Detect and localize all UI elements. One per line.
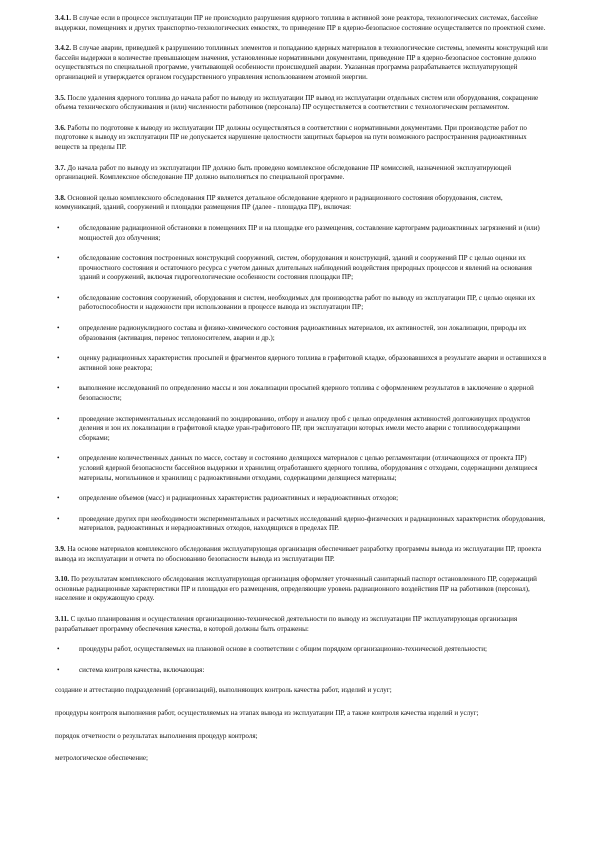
list-item — [55, 454, 549, 483]
paragraph-3-4-1 — [55, 14, 549, 33]
bullet-icon: • — [57, 454, 60, 463]
paragraph-3-9 — [55, 545, 549, 564]
list-item-text: обследование состояния построенных конструкций сооружений, систем, оборудования и конструкций, зданий и сооружений ПР с целью оценки их прочностного состояния и остаточного ресурса с учетом данных длительных наблюдений воздействия природных процессов и явлений на основания зданий и сооружений, включая гидрогеологические особенности состояния площадки ПР; — [79, 254, 532, 282]
list-item — [55, 645, 549, 655]
paragraph-number: 3.8. — [55, 193, 66, 202]
bullet-icon: • — [57, 293, 60, 302]
list-item — [55, 224, 549, 243]
bullet-icon: • — [57, 514, 60, 523]
list-item — [55, 254, 549, 283]
paragraph-3-11 — [55, 615, 549, 634]
list-item-text: обследование состояния сооружений, оборудования и систем, необходимых для производства работ по выводу из эксплуатации ПР, с целью оценки их работоспособности и надежности при использовании в процессе вывода из эксплуатации ПР; — [79, 293, 536, 312]
list-item — [55, 324, 549, 343]
list-item-text: система контроля качества, включающая: — [79, 665, 205, 674]
bullet-icon: • — [57, 354, 60, 363]
paragraph-3-8 — [55, 194, 549, 213]
bullet-icon: • — [57, 414, 60, 423]
bullet-icon: • — [57, 494, 60, 503]
list-item — [55, 294, 549, 313]
list-item — [55, 384, 549, 403]
paragraph-number: 3.6. — [55, 123, 66, 132]
paragraph-number: 3.4.2. — [55, 44, 71, 53]
paragraph-number: 3.7. — [55, 163, 66, 172]
bullet-icon: • — [57, 223, 60, 232]
list-item-text: обследование радиационной обстановки в помещениях ПР и на площадке его размещения, составление картограмм радиоактивных загрязнений и (или) мощностей доз облучения; — [79, 223, 540, 242]
list-item — [55, 666, 549, 676]
paragraph-text: На основе материалов комплексного обследования эксплуатирующая организация обеспечивает разработку программы вывода из эксплуатации ПР, проекта вывода из эксплуатации и отчета по обоснованию безопасности вывода из эксплуатации ПР. — [55, 544, 542, 563]
paragraph-number: 3.11. — [55, 614, 69, 623]
list-item-text: проведение других при необходимости экспериментальных и расчетных исследований ядерно-физических и радиационных характеристик оборудования, материалов, радиоактивных и нерадиоактивных отходов, находящихся в пределах ПР. — [79, 514, 546, 533]
paragraph-text: С целью планирования и осуществления организационно-технической деятельности по выводу из эксплуатации ПР эксплуатирующая организация разрабатывает программу обеспечения качества, в которой должны быть отражены: — [55, 614, 518, 633]
paragraph-text: В случае если в процессе эксплуатации ПР не происходило разрушения ядерного топлива в активной зоне реактора, технологических системах, бассейне выдержки, помещениях и других транспортно-технологических емкостях, то приведение ПР в ядерно-безопасное состояние осуществляется по проектной схеме. — [55, 14, 546, 32]
paragraph-text: До начала работ по выводу из эксплуатации ПР должно быть проведено комплексное обследование ПР комиссией, назначенной эксплуатирующей организацией. Комплексное обследование ПР должно выполняться по специальной программе. — [55, 163, 512, 182]
paragraph-text: Работы по подготовке к выводу из эксплуатации ПР должны осуществляться в соответствии с нормативными документами. При производстве работ по подготовке к выводу из эксплуатации ПР не допускается нарушение целостности защитных барьеров на пути возможного распространения радиоактивных веществ за пределы ПР. — [55, 123, 527, 151]
list-item-text: процедуры работ, осуществляемых на плановой основе в соответствии с общим порядком организационно-технической деятельности; — [79, 645, 487, 654]
list-item-text: выполнение исследований по определению массы и зон локализации просыпей ядерного топлива с оформлением результатов в заключение о ядерной безопасности; — [79, 384, 534, 403]
list-item-text: оценку радиационных характеристик просыпей и фрагментов ядерного топлива в графитовой кладке, образовавшихся в результате аварии и оставшихся в активной зоне реактора; — [79, 354, 547, 372]
list-item — [55, 415, 549, 444]
paragraph-number: 3.10. — [55, 575, 70, 584]
text-line: порядок отчетности о результатах выполнения процедур контроля; — [55, 731, 258, 740]
paragraph-3-10 — [55, 575, 549, 604]
paragraph-3-7 — [55, 164, 549, 183]
paragraph-3-6 — [55, 124, 549, 153]
paragraph-text: После удаления ядерного топлива до начала работ по выводу из эксплуатации ПР вывод из эксплуатации отдельных систем или оборудования, сокращение объема технического обслуживания и (или) численности работников (персонала) ПР осуществляется в соответствии с технологическим регламентом. — [55, 93, 539, 112]
bullet-icon: • — [57, 254, 60, 263]
paragraph-text: По результатам комплексного обследования эксплуатирующая организация оформляет уточненный санитарный паспорт остановленного ПР, содержащий основные радиационные характеристики ПР и площадки его размещения, определяющие уровень радиационного воздействия ПР на работников (персонал), население и окружающую среду. — [55, 575, 537, 603]
paragraph-number: 3.4.1. — [55, 14, 71, 22]
list-item — [55, 354, 549, 373]
bullet-icon: • — [57, 324, 60, 333]
paragraph-number: 3.5. — [55, 93, 66, 102]
paragraph-number: 3.9. — [55, 544, 66, 553]
list-item-text: определение количественных данных по массе, составу и состоянию делящихся материалов с целью регламентации (отличающихся от проекта ПР) условий ядерной безопасности бассейнов выдержки и хранилищ отработавшего ядерного топлива, оборудования с отходами, содержащими делящиеся материалы, могильников и хранилищ с радиоактивными отходами, содержащими делящиеся материалы; — [79, 454, 538, 482]
bullet-icon: • — [57, 665, 60, 674]
text-line: создание и аттестацию подразделений (организаций), выполняющих контроль качества работ, изделий и услуг; — [55, 686, 392, 695]
text-line: процедуры контроля выполнения работ, осуществляемых на этапах вывода из эксплуатации ПР, а также контроля качества изделий и услуг; — [55, 708, 479, 717]
paragraph-text: В случае аварии, приведшей к разрушению топливных элементов и попаданию ядерных материалов в технологические системы, элементы конструкций или бассейн выдержки в количестве превышающем значения, установленные нормативными документами, приведение ПР в ядерно-безопасное состояние должно осуществляться по специальной программе, учитывающей особенности происшедшей аварии. Указанная программа разрабатывается эксплуатирующей организацией и утверждается органом государственного управления использованием атомной энергии. — [55, 44, 548, 81]
bullet-icon: • — [57, 384, 60, 393]
list-item-text: определение радионуклидного состава и физико-химического состояния радиоактивных материалов, их активностей, зон локализации, природы их образования (активация, перенос теплоносителем, аварии и др.); — [79, 324, 527, 342]
paragraph-3-5 — [55, 94, 549, 113]
list-item-text: проведение экспериментальных исследований по зондированию, отбору и анализу проб с целью определения активностей долгоживущих продуктов деления и зон их локализации в графитовой кладке уран-графитового ПР, при эксплуатации которых имели место аварии с топливосодержащими сборками; — [79, 414, 531, 442]
text-line: метрологическое обеспечение; — [55, 754, 149, 763]
list-item-text: определение объемов (масс) и радиационных характеристик радиоактивных и нерадиоактивных отходов; — [79, 494, 399, 503]
paragraph-text: Основной целью комплексного обследования ПР является детальное обследование ядерного и радиационного состояния оборудования, систем, коммуникаций, зданий, сооружений и площадки размещения ПР (далее - площадка ПР), включая: — [55, 193, 503, 212]
list-item — [55, 515, 549, 534]
paragraph-3-4-2 — [55, 44, 549, 82]
bullet-icon: • — [57, 645, 60, 654]
list-item — [55, 494, 549, 504]
